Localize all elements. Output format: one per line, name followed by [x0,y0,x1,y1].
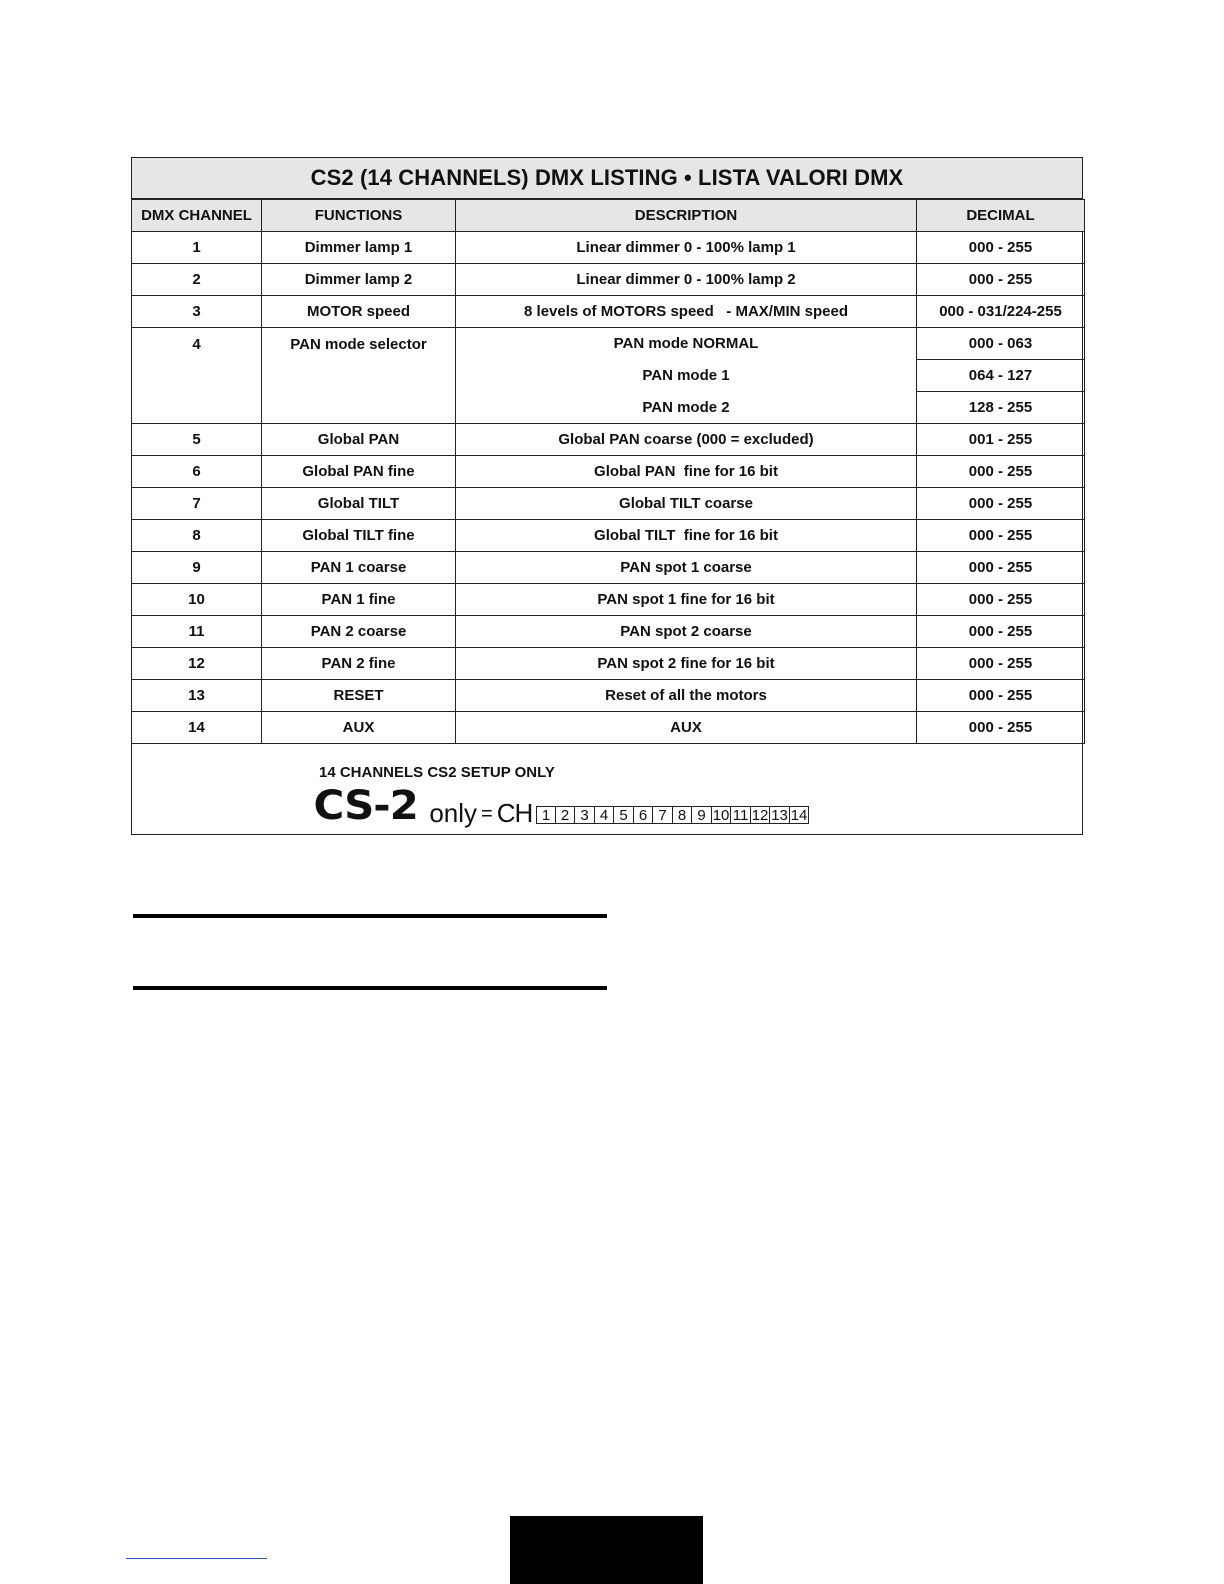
description-cell: 8 levels of MOTORS speed - MAX/MIN speed [456,296,917,328]
decimal-cell: 000 - 255 [917,680,1085,712]
decimal-cell: 064 - 127 [917,360,1085,392]
decimal-cell: 128 - 255 [917,392,1085,424]
description-cell: Linear dimmer 0 - 100% lamp 2 [456,264,917,296]
channel-box: 9 [692,806,712,824]
header-decimal: DECIMAL [917,200,1085,232]
channel-cell: 8 [132,520,262,552]
description-cell: Global PAN coarse (000 = excluded) [456,424,917,456]
channel-cell: 1 [132,232,262,264]
decimal-cell: 000 - 063 [917,328,1085,360]
divider-rule-top [133,914,607,918]
channel-box: 2 [556,806,576,824]
channel-boxes [536,806,809,824]
description-cell: Reset of all the motors [456,680,917,712]
function-cell: Global TILT [262,488,456,520]
table-row [132,680,1085,712]
table-row [132,552,1085,584]
channel-cell: 14 [132,712,262,744]
header-description: DESCRIPTION [456,200,917,232]
table-row [132,232,1085,264]
description-cell: Global TILT coarse [456,488,917,520]
decimal-cell: 000 - 255 [917,264,1085,296]
decimal-cell: 000 - 255 [917,584,1085,616]
channel-box: 6 [634,806,654,824]
decimal-cell: 000 - 255 [917,488,1085,520]
footer-link-underline [126,1558,267,1559]
table-row [132,520,1085,552]
footer-black-tab [510,1516,703,1584]
function-cell: PAN 2 coarse [262,616,456,648]
description-cell: AUX [456,712,917,744]
decimal-cell: 000 - 031/224-255 [917,296,1085,328]
description-cell: PAN mode NORMAL [456,328,917,360]
function-cell: Global PAN fine [262,456,456,488]
table-row [132,648,1085,680]
function-cell: PAN 1 coarse [262,552,456,584]
function-cell: Dimmer lamp 1 [262,232,456,264]
decimal-cell: 001 - 255 [917,424,1085,456]
divider-rule-bottom [133,986,607,990]
description-cell: Global PAN fine for 16 bit [456,456,917,488]
header-functions: FUNCTIONS [262,200,456,232]
description-cell: Global TILT fine for 16 bit [456,520,917,552]
function-cell: PAN 1 fine [262,584,456,616]
description-cell: PAN spot 2 coarse [456,616,917,648]
description-cell: PAN mode 2 [456,392,917,424]
dmx-table [131,199,1085,744]
table-row [132,328,1085,360]
ch-label: CH [496,798,533,828]
channel-cell: 10 [132,584,262,616]
decimal-cell: 000 - 255 [917,456,1085,488]
table-row [132,584,1085,616]
description-cell: PAN spot 1 coarse [456,552,917,584]
table-row [132,424,1085,456]
function-cell: RESET [262,680,456,712]
function-cell: MOTOR speed [262,296,456,328]
description-cell: PAN spot 2 fine for 16 bit [456,648,917,680]
function-cell: PAN mode selector [262,328,456,424]
channel-box: 13 [771,807,788,824]
channel-box: 8 [673,806,693,824]
table-row [132,488,1085,520]
header-dmx-channel: DMX CHANNEL [132,200,262,232]
channel-cell: 9 [132,552,262,584]
table-row [132,264,1085,296]
description-cell: PAN spot 1 fine for 16 bit [456,584,917,616]
decimal-cell: 000 - 255 [917,648,1085,680]
function-cell: Global TILT fine [262,520,456,552]
channel-cell: 2 [132,264,262,296]
channel-cell: 5 [132,424,262,456]
channel-box: 1 [536,806,556,824]
decimal-cell: 000 - 255 [917,616,1085,648]
description-cell: PAN mode 1 [456,360,917,392]
setup-title: 14 CHANNELS CS2 SETUP ONLY [319,764,555,781]
table-row [132,616,1085,648]
channel-box: 7 [653,806,673,824]
channel-box: 4 [595,806,615,824]
function-cell: AUX [262,712,456,744]
channel-box: 12 [751,807,769,824]
only-label: only [429,798,478,828]
channel-box: 10 [712,807,730,824]
channel-box: 5 [614,806,634,824]
function-cell: PAN 2 fine [262,648,456,680]
table-row [132,456,1085,488]
decimal-cell: 000 - 255 [917,232,1085,264]
cs2-logo: CS-2 [313,783,418,829]
channel-cell: 13 [132,680,262,712]
channel-cell: 11 [132,616,262,648]
cs2-channel-strip [313,783,809,829]
dmx-listing-table-frame [131,157,1083,835]
channel-cell: 6 [132,456,262,488]
decimal-cell: 000 - 255 [917,712,1085,744]
decimal-cell: 000 - 255 [917,552,1085,584]
channel-cell: 3 [132,296,262,328]
function-cell: Dimmer lamp 2 [262,264,456,296]
channel-box: 3 [575,806,595,824]
table-title: CS2 (14 CHANNELS) DMX LISTING • LISTA VALORI DMX [132,158,1082,199]
channel-cell: 4 [132,328,262,424]
equals-sign: = [481,803,493,825]
decimal-cell: 000 - 255 [917,520,1085,552]
function-cell: Global PAN [262,424,456,456]
channel-cell: 7 [132,488,262,520]
channel-box: 14 [790,807,808,824]
channel-cell: 12 [132,648,262,680]
table-row [132,296,1085,328]
channel-box: 11 [731,806,751,824]
description-cell: Linear dimmer 0 - 100% lamp 1 [456,232,917,264]
setup-section [132,744,1082,842]
header-row [132,200,1085,232]
table-row [132,712,1085,744]
